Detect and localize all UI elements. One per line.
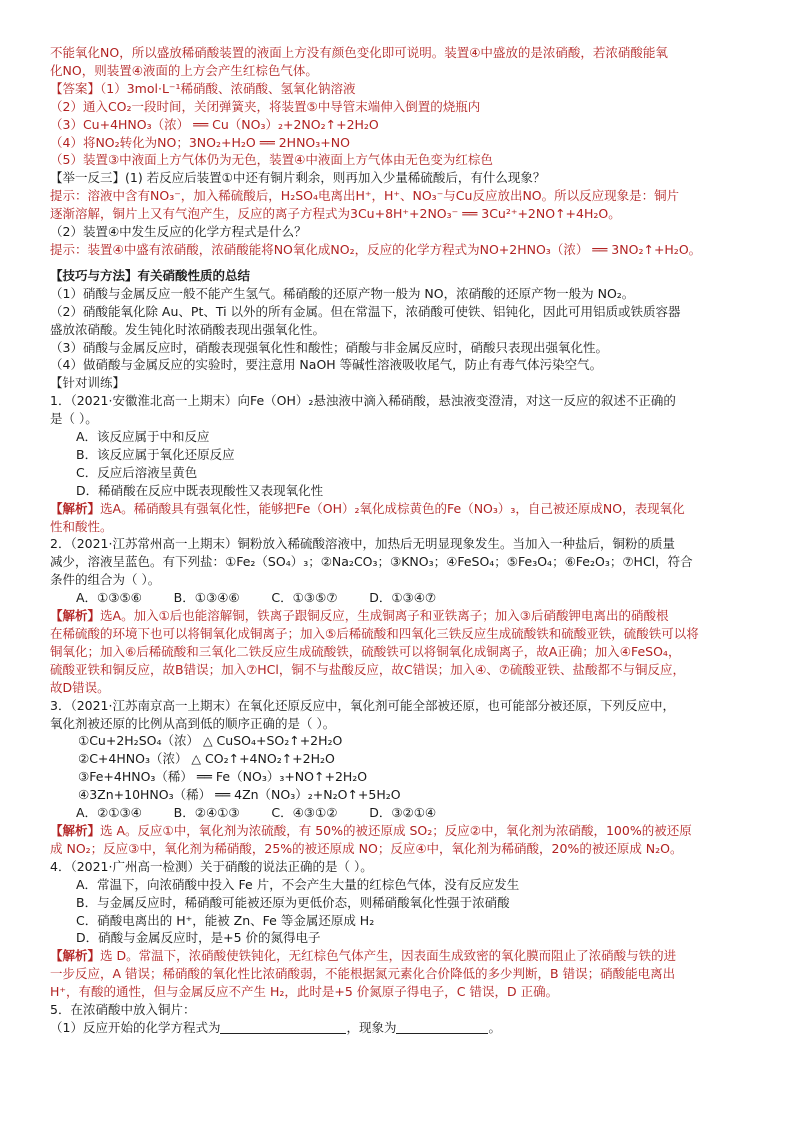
explanation-tag: 【解析】 [50,822,101,838]
skills-item: （4）做硝酸与金属反应的实验时，要注意用 NaOH 等碱性溶液吸收尾气，防止有毒气体污染空气。 [50,357,603,373]
document-body [50,44,750,1037]
q2-explanation: 铜氧化；加入⑥后稀硫酸和三氧化二铁反应生成硫酸铁，硫酸铁可以将铜氧化成铜离子，故A正确；加入④FeSO₄， [50,643,681,659]
explanation-tag: 【解析】 [50,948,101,964]
question-3-stem: 氧化剂被还原的比例从高到低的顺序正确的是（ ）。 [50,715,336,731]
q5-sub1-mid: ，现象为 [346,1019,397,1035]
question-1-stem: 1．（2021·安徽淮北高一上期末）向Fe（OH）₂悬浊液中滴入稀硝酸，悬浊液变澄清，对这一反应的叙述不正确的 [50,393,676,409]
drill-title: 【针对训练】 [50,375,126,391]
question-2-stem: 减少，溶液呈蓝色。有下列盐：①Fe₂（SO₄）₃；②Na₂CO₃；③KNO₃；④FeSO₄；⑤Fe₃O₄；⑥Fe₂O₃；⑦HCl，符合 [50,554,693,570]
q4-option-b: B．与金属反应时，稀硝酸可能被还原为更低价态，则稀硝酸氧化性强于浓硝酸 [76,894,510,910]
q4-explanation: H⁺，有酸的通性，但与金属反应不产生 H₂，此时是+5 价氮原子得电子，C 错误，D 正确。 [50,984,559,1000]
q5-sub-question [50,1019,750,1037]
answer-item: （5）装置③中液面上方气体仍为无色，装置④中液面上方气体由无色变为红棕色 [50,152,493,168]
q1-option-d: D．稀硝酸在反应中既表现酸性又表现氧化性 [76,482,324,498]
q2-explanation: 硫酸亚铁和铜反应，故B错误；加入⑦HCl，铜不与盐酸反应，故C错误；加入④、⑦硫酸亚铁、盐酸都不与铜反应， [50,661,686,677]
q2-explanation: 在稀硫酸的环境下也可以将铜氧化成铜离子；加入⑤后稀硫酸和四氧化三铁反应生成硫酸铁和硫酸亚铁，硫酸铁可以将 [50,626,699,641]
question-1-stem: 是（ ）。 [50,411,98,427]
answer-item: （1）3mol·L⁻¹稀硝酸、浓硝酸、氢氧化钠溶液 [100,80,356,96]
q3-reaction: ②C+4HNO₃（浓） △ CO₂↑+4NO₂↑+2H₂O [78,751,335,767]
q1-explanation: 性和酸性。 [50,518,113,534]
question-2-stem: 条件的组合为（ ）。 [50,572,161,588]
question-5-stem: 5．在浓硝酸中放入铜片： [50,1002,196,1018]
skills-title: 【技巧与方法】有关硝酸性质的总结 [50,267,251,283]
q2-explanation: 故D错误。 [50,679,110,695]
q3-explanation: 成 NO₂；反应③中，氧化剂为稀硝酸，25%的被还原成 NO；反应④中，氧化剂为稀硝酸，20%的被还原成 N₂O。 [50,840,683,856]
q1-option-b: B．该反应属于氧化还原反应 [76,446,235,462]
extension-hint: 逐渐溶解，铜片上又有气泡产生，反应的离子方程式为3Cu+8H⁺+2NO₃⁻ ══ 3Cu²⁺+2NO↑+4H₂O。 [50,206,621,222]
q1-option-c: C．反应后溶液呈黄色 [76,464,198,480]
q4-option-c: C．硝酸电离出的 H⁺，能被 Zn、Fe 等金属还原成 H₂ [76,912,375,928]
q4-explanation: 一步反应，A 错误；稀硝酸的氧化性比浓硝酸弱，不能根据氮元素化合价降低的多少判断，B 错误；硝酸能电离出 [50,966,676,982]
intro-line: 化NO，则装置④液面的上方会产生红棕色气体。 [50,62,318,78]
answer-line [50,80,750,98]
q4-explanation [50,947,750,965]
explanation-text: 选 D。常温下，浓硝酸使铁钝化，无红棕色气体产生，因表面生成致密的氧化膜而阻止了浓硝酸与铁的进 [100,948,677,964]
q1-option-a: A．该反应属于中和反应 [76,429,210,445]
q3-reaction: ④3Zn+10HNO₃（稀） ══ 4Zn（NO₃）₂+N₂O↑+5H₂O [78,787,401,803]
extension-question: （2）装置④中发生反应的化学方程式是什么？ [50,224,307,240]
q3-reaction: ③Fe+4HNO₃（稀） ══ Fe（NO₃）₃+NO↑+2H₂O [78,769,368,785]
answer-blank-equation[interactable] [220,1020,346,1034]
q3-options: A．②①③④ B．②④①③ C．④③①② D．③②①④ [76,805,437,821]
question-4-stem: 4．（2021·广州高一检测）关于硝酸的说法正确的是（ ）。 [50,858,373,874]
explanation-text: 选 A。反应①中，氧化剂为浓硫酸，有 50%的被还原成 SO₂；反应②中，氧化剂为浓硝酸，100%的被还原 [100,822,692,838]
explanation-tag: 【解析】 [50,608,101,624]
skills-item: （3）硝酸与金属反应时，硝酸表现强氧化性和酸性；硝酸与非金属反应时，硝酸只表现出强氧化性。 [50,339,608,355]
explanation-text: 选A。稀硝酸具有强氧化性，能够把Fe（OH）₂氧化成棕黄色的Fe（NO₃）₃，自己被还原成NO，表现氧化 [100,500,685,516]
answer-tag: 【答案】 [50,80,101,96]
skills-item: （2）硝酸能氧化除 Au、Pt、Ti 以外的所有金属。但在常温下，浓硝酸可使铁、铝钝化，因此可用铝质或铁质容器 [50,303,681,319]
q3-explanation [50,822,750,840]
explanation-text: 选A。加入①后也能溶解铜，铁离子跟铜反应，生成铜离子和亚铁离子；加入③后硝酸钾电离出的硝酸根 [100,608,669,624]
intro-line: 不能氧化NO，所以盛放稀硝酸装置的液面上方没有颜色变化即可说明。装置④中盛放的是浓硝酸，若浓硝酸能氧 [50,45,668,60]
skills-item: 盛放浓硝酸。发生钝化时浓硝酸表现出强氧化性。 [50,321,326,337]
skills-item: （1）硝酸与金属反应一般不能产生氢气。稀硝酸的还原产物一般为 NO，浓硝酸的还原产物一般为 NO₂。 [50,285,635,301]
answer-item: （3）Cu+4HNO₃（浓） ══ Cu（NO₃）₂+2NO₂↑+2H₂O [50,116,379,132]
answer-item: （4）将NO₂转化为NO；3NO₂+H₂O ══ 2HNO₃+NO [50,134,350,150]
extension-question: 【举一反三】(1) 若反应后装置①中还有铜片剩余，则再加入少量稀硫酸后，有什么现象？ [50,170,546,186]
extension-hint: 提示：溶液中含有NO₃⁻，加入稀硫酸后，H₂SO₄电离出H⁺，H⁺、NO₃⁻与Cu反应放出NO。所以反应现象是：铜片 [50,188,680,204]
extension-hint: 提示：装置④中盛有浓硝酸，浓硝酸能将NO氧化成NO₂，反应的化学方程式为NO+2HNO₃（浓） ══ 3NO₂↑+H₂O。 [50,241,702,257]
q3-reaction: ①Cu+2H₂SO₄（浓） △ CuSO₄+SO₂↑+2H₂O [78,733,343,749]
q5-sub1-label: （1）反应开始的化学方程式为 [50,1019,221,1035]
q2-explanation [50,607,750,625]
answer-item: （2）通入CO₂一段时间，关闭弹簧夹，将装置⑤中导管末端伸入倒置的烧瓶内 [50,98,481,114]
answer-blank-phenomenon[interactable] [396,1020,488,1034]
q4-option-a: A．常温下，向浓硝酸中投入 Fe 片，不会产生大量的红棕色气体，没有反应发生 [76,876,520,892]
question-3-stem: 3．（2021·江苏南京高一上期末）在氧化还原反应中，氧化剂可能全部被还原，也可能部分被还原，下列反应中， [50,697,675,713]
q5-sub1-end: 。 [488,1019,501,1035]
q1-explanation [50,500,750,518]
q4-option-d: D．硝酸与金属反应时，是+5 价的氮得电子 [76,930,321,946]
explanation-tag: 【解析】 [50,500,101,516]
q2-options: A．①③⑤⑥ B．①③④⑥ C．①③⑤⑦ D．①③④⑦ [76,590,437,606]
question-2-stem: 2．（2021·江苏常州高一上期末）铜粉放入稀硫酸溶液中，加热后无明显现象发生。当加入一种盐后，铜粉的质量 [50,536,675,552]
